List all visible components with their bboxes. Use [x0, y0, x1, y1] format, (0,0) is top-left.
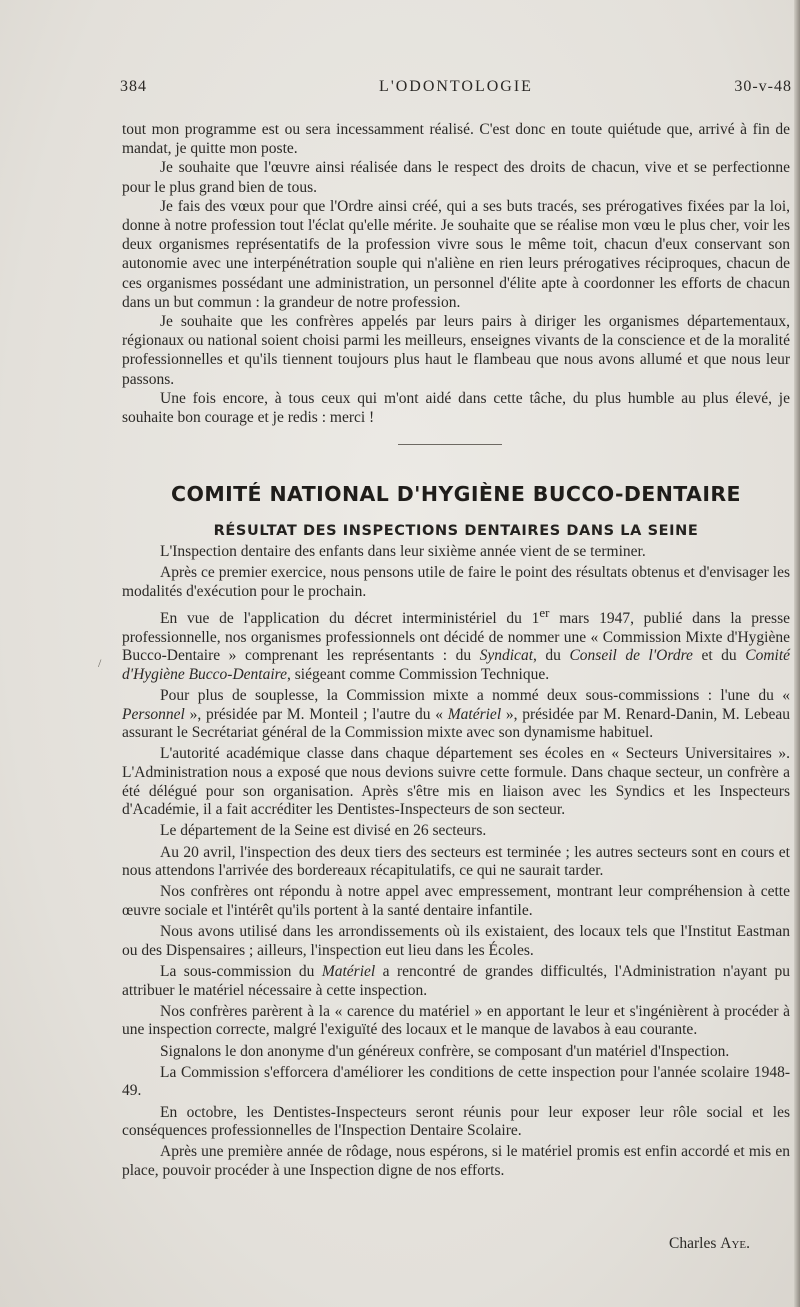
italic-personnel: Personnel: [122, 705, 185, 723]
article-paragraph: Après ce premier exercice, nous pensons utile de faire le point des résultats obtenus et d'envisager les modalités d'exécution pour le prochain.: [122, 564, 790, 600]
article-paragraph: En octobre, les Dentistes-Inspecteurs seront réunis pour leur exposer leur rôle social et les conséquences professionnelles de l'Inspection Dentaire Scolaire.: [122, 1103, 790, 1140]
intro-text: [122, 120, 790, 427]
text-run: mars 1947, publié dans la presse professionnelle, nos organismes professionnels ont décidé de nommer une « Commission Mixte d'Hygiène Bucco-Dentaire » comprenant les représentants : du: [122, 610, 790, 665]
issue-date: 30-v-48: [734, 78, 792, 95]
intro-paragraph: Je fais des vœux pour que l'Ordre ainsi créé, qui a ses buts tracés, ses prérogatives fixées par la loi, donne à notre profession tout l'éclat qu'elle mérite. Je souhaite que se réalise mon vœu le plus cher, voir les deux organismes représentatifs de la profession vivre sous le même toit, chacun d'eux conservant son autonomie avec une interpénétration souple qui n'aliène en rien leurs prérogatives réciproques, chacun de ces organismes possédant une administration, un personnel d'élite apte à coordonner les efforts de chacun dans un but commun : la grandeur de notre profession.: [122, 197, 790, 311]
article-paragraph: Au 20 avril, l'inspection des deux tiers des secteurs est terminée ; les autres secteurs sont en cours et nous attendons l'arrivée des bordereaux récapitulatifs, ce qui ne saurait tarder.: [122, 843, 790, 880]
article-paragraph: [122, 963, 790, 1000]
text-run: Pour plus de souplesse, la Commission mixte a nommé deux sous-commissions : l'une du «: [160, 687, 790, 705]
italic-conseil: Conseil de l'Ordre: [569, 647, 693, 665]
journal-title: L'ODONTOLOGIE: [379, 78, 533, 95]
text-run: », présidée par M. Monteil ; l'autre du «: [184, 705, 448, 723]
italic-materiel: Matériel: [447, 705, 502, 723]
superscript: er: [539, 604, 550, 620]
section-divider: [398, 444, 502, 445]
author-first-name: Charles: [669, 1235, 717, 1252]
article-paragraph: Nos confrères ont répondu à notre appel avec empressement, montrant leur compréhension à cette œuvre sociale et l'intérêt qu'ils portent à la santé dentaire infantile.: [122, 883, 790, 919]
author-last-name: Aye.: [720, 1235, 750, 1252]
article-paragraph: Nous avons utilisé dans les arrondissements où ils existaient, des locaux tels que l'Institut Eastman ou des Dispensaires ; ailleurs, l'inspection eut lieu dans les Écoles.: [122, 923, 790, 959]
italic-comite: Comité d'Hygiène Bucco-Dentaire: [122, 647, 791, 683]
article-paragraph: L'Inspection dentaire des enfants dans leur sixième année vient de se terminer.: [160, 543, 646, 560]
section-title: COMITÉ NATIONAL D'HYGIÈNE BUCCO-DENTAIRE: [171, 482, 741, 506]
text-run: a rencontré de grandes difficultés, l'Administration n'ayant pu attribuer le matériel nécessaire à cette inspection.: [122, 962, 790, 999]
text-run: , siégeant comme Commission Technique.: [287, 665, 550, 683]
text-run: », présidée par M. Renard-Danin, M. Lebeau assurant le Secrétariat général de la Commission mixte avec son dynamisme habituel.: [122, 705, 790, 742]
article-paragraph: Signalons le don anonyme d'un généreux confrère, se composant d'un matériel d'Inspection.: [160, 1042, 730, 1060]
article-paragraph: Nos confrères parèrent à la « carence du matériel » en apportant le leur et s'ingénièrent à procéder à une inspection correcte, malgré l'exiguïté des locaux et le manque de lavabos à eau courante.: [122, 1002, 790, 1039]
article-body: [122, 543, 790, 1183]
margin-mark: /: [98, 656, 102, 670]
text-run: , du: [533, 647, 570, 665]
page-number: 384: [120, 78, 147, 95]
section-subtitle: RÉSULTAT DES INSPECTIONS DENTAIRES DANS LA SEINE: [213, 523, 699, 539]
author-signature: [120, 1235, 750, 1253]
article-paragraph: La Commission s'efforcera d'améliorer les conditions de cette inspection pour l'année scolaire 1948-49.: [122, 1063, 790, 1100]
italic-materiel: Matériel: [321, 962, 376, 980]
article-paragraph: L'autorité académique classe dans chaque département ses écoles en « Secteurs Universitaires ». L'Administration nous a exposé que nous devions suivre cette formule. Dans chaque secteur, un confrère a été délégué pour son organisation. Après s'être mis en liaison avec les Syndics et les Inspecteurs d'Académie, il a fait accréditer les Dentistes-Inspecteurs de son secteur.: [122, 745, 790, 819]
intro-paragraph: Je souhaite que les confrères appelés par leurs pairs à diriger les organismes départementaux, régionaux ou national soient choisi parmi les meilleurs, enseignes vivants de la conscience et de la moralité professionnelles et qu'ils tiennent toujours plus haut le flambeau que nous avons allumé et que nous leur passons.: [122, 313, 790, 388]
italic-syndicat: Syndicat: [479, 647, 533, 665]
text-run: La sous-commission du: [160, 962, 322, 980]
article-paragraph: Après une première année de rôdage, nous espérons, si le matériel promis est enfin accordé et mis en place, pouvoir procéder à une Inspection digne de nos efforts.: [122, 1143, 790, 1179]
page-edge-shadow: [794, 0, 800, 1307]
article-paragraph: [122, 604, 790, 685]
text-run: En vue de l'application du décret interministériel du 1: [160, 610, 540, 628]
text-run: et du: [692, 647, 746, 665]
intro-paragraph: Je souhaite que l'œuvre ainsi réalisée dans le respect des droits de chacun, vive et se perfectionne pour le plus grand bien de tous.: [122, 159, 790, 196]
article-paragraph: Le département de la Seine est divisé en 26 secteurs.: [160, 822, 487, 840]
article-paragraph: [122, 687, 790, 743]
intro-paragraph: tout mon programme est ou sera incessamment réalisé. C'est donc en toute quiétude que, arrivé à fin de mandat, je quitte mon poste.: [122, 121, 790, 158]
intro-paragraph: Une fois encore, à tous ceux qui m'ont aidé dans cette tâche, du plus humble au plus élevé, je souhaite bon courage et je redis : merci !: [122, 389, 790, 427]
